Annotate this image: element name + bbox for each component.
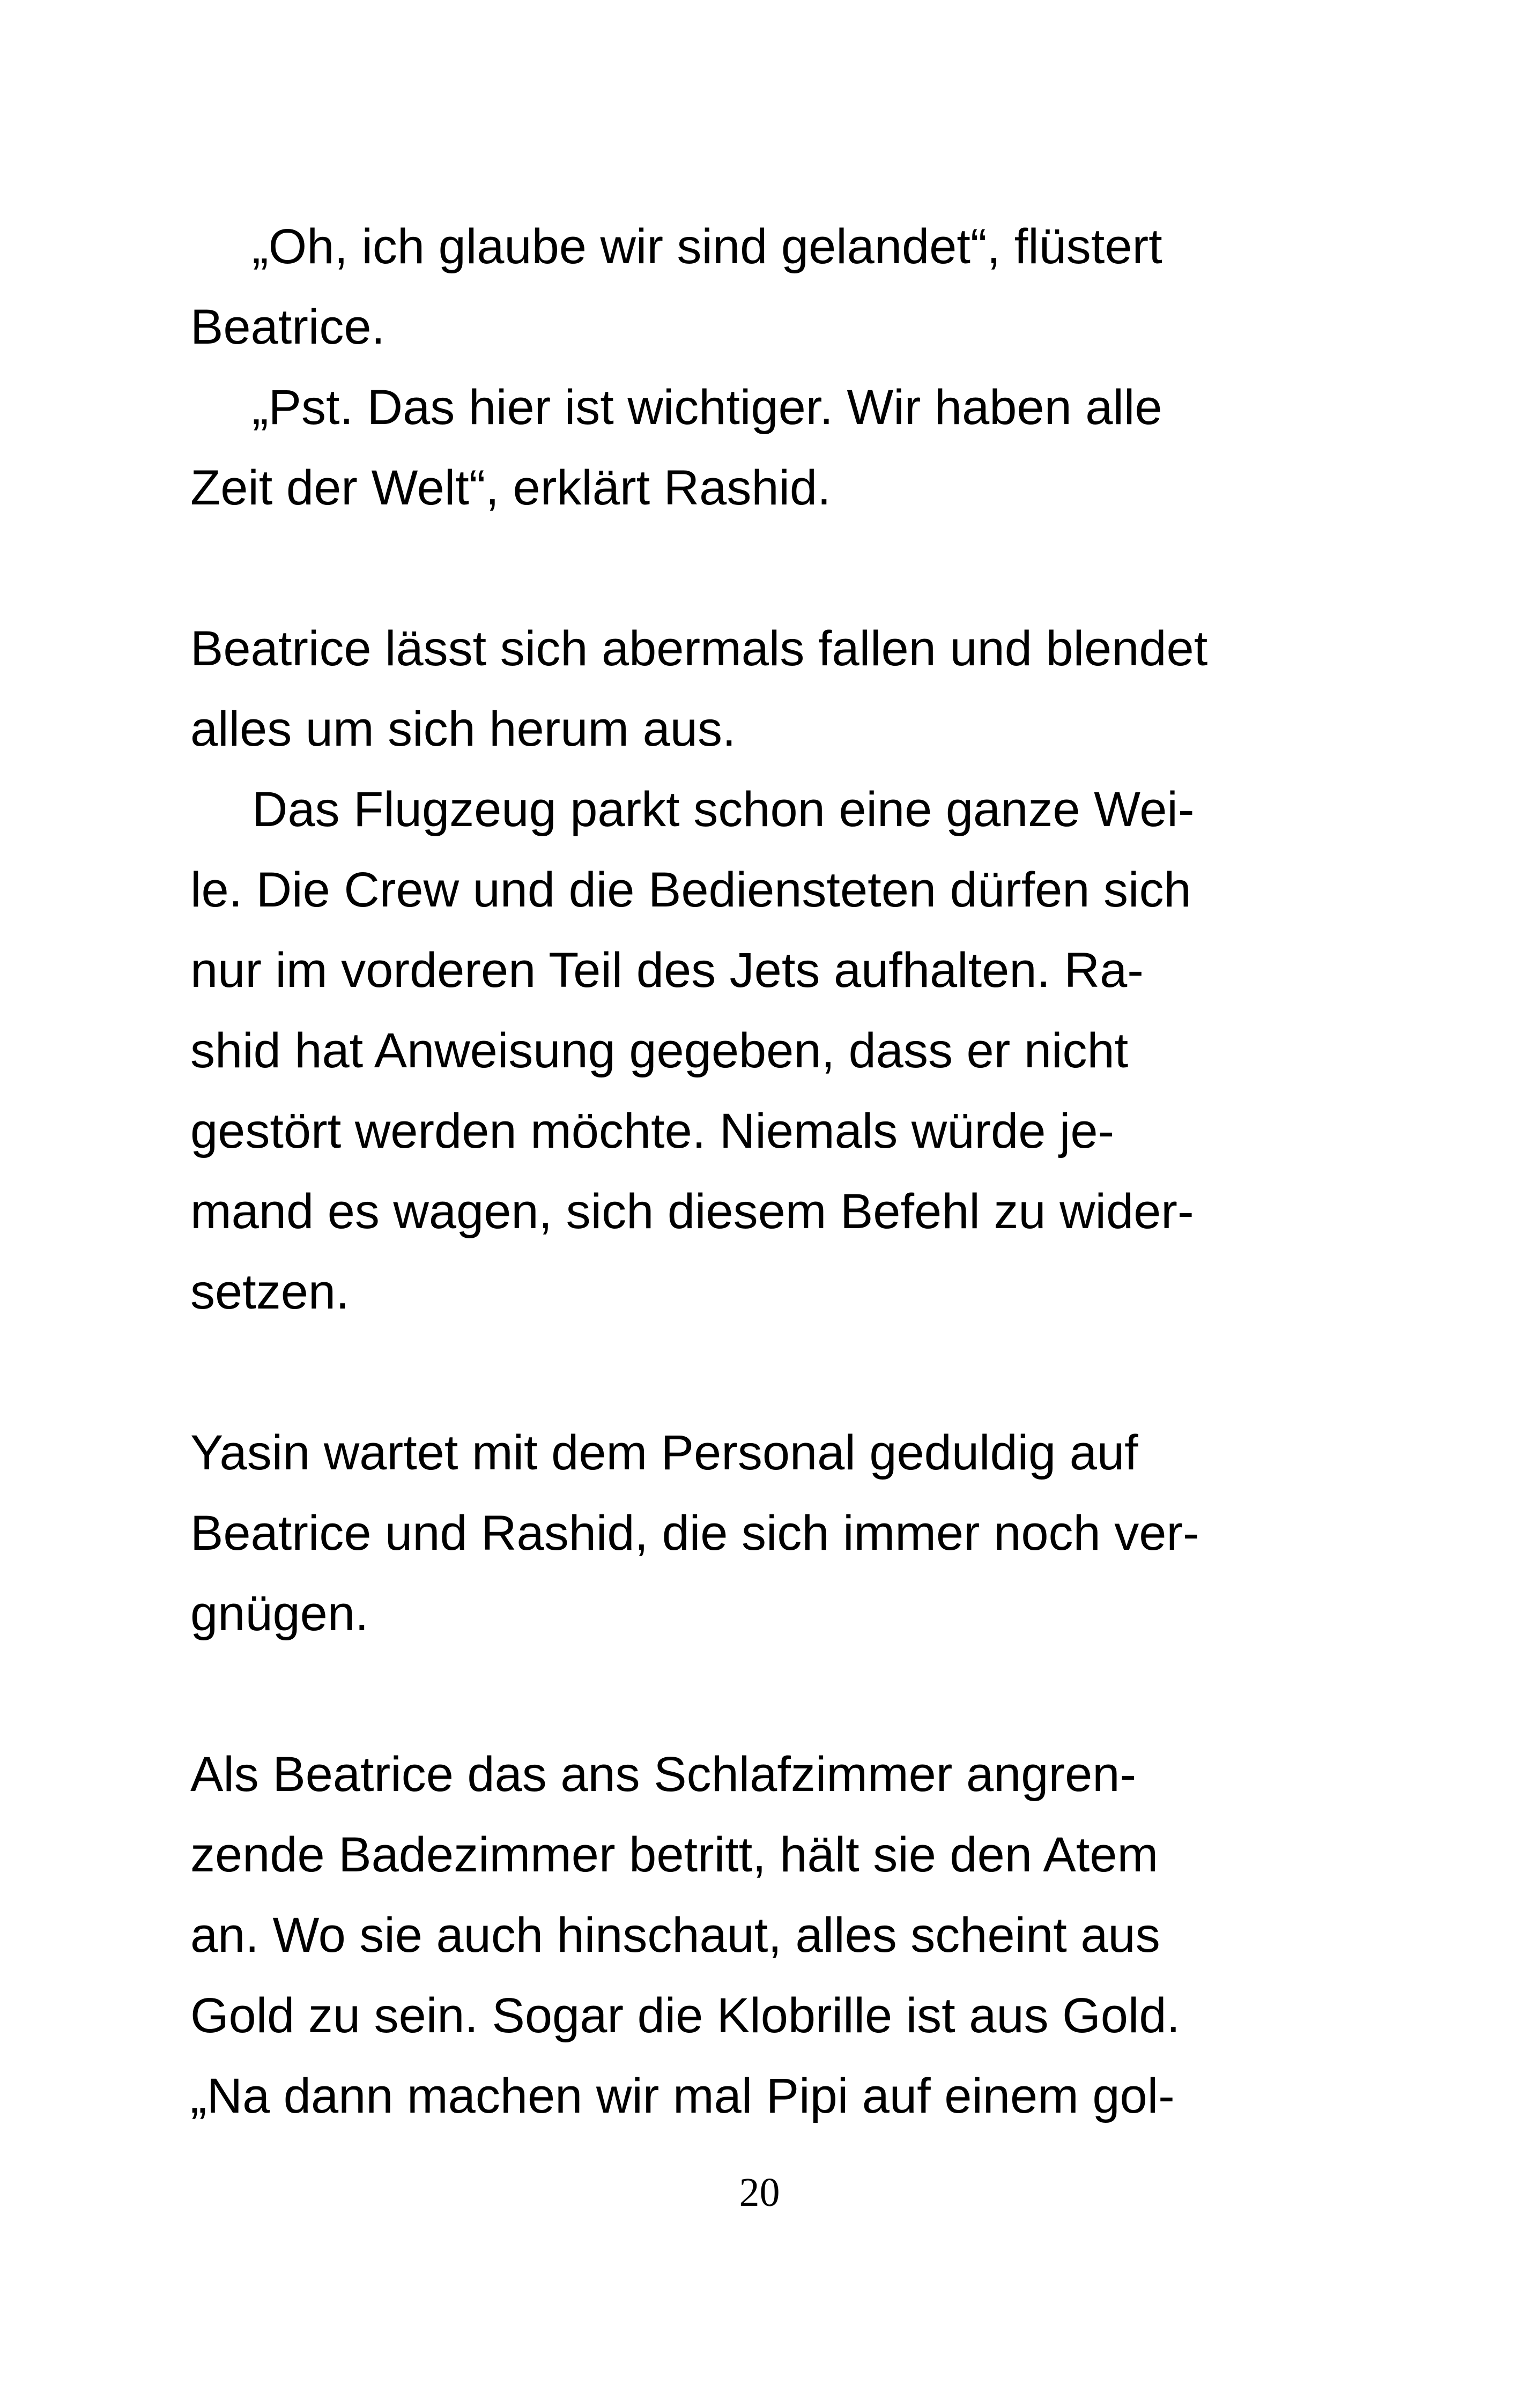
page-number: 20 (739, 2170, 780, 2215)
text-line: Zeit der Welt“, erklärt Rashid. (190, 460, 831, 515)
text-line: gestört werden möchte. Niemals würde je- (190, 1104, 1115, 1158)
text-line: „Pst. Das hier ist wichtiger. Wir haben alle (252, 380, 1162, 435)
text-line: Beatrice. (190, 300, 386, 354)
text-line: shid hat Anweisung gegeben, dass er nicht (190, 1023, 1129, 1078)
text-line: zende Badezimmer betritt, hält sie den Atem (190, 1827, 1159, 1882)
text-line: an. Wo sie auch hinschaut, alles scheint aus (190, 1908, 1160, 1963)
text-line: gnügen. (190, 1586, 369, 1641)
text-line: mand es wagen, sich diesem Befehl zu wider- (190, 1184, 1194, 1239)
text-line: Das Flugzeug parkt schon eine ganze Wei- (252, 782, 1195, 837)
text-line: alles um sich herum aus. (190, 702, 736, 756)
text-line: setzen. (190, 1265, 350, 1319)
text-line: „Na dann machen wir mal Pipi auf einem gol- (190, 2069, 1175, 2123)
text-line: Gold zu sein. Sogar die Klobrille ist aus Gold. (190, 1988, 1181, 2043)
text-line: le. Die Crew und die Bediensteten dürfen sich (190, 863, 1191, 917)
text-line: Yasin wartet mit dem Personal geduldig auf (190, 1425, 1138, 1480)
text-line: Beatrice lässt sich abermals fallen und blendet (190, 621, 1208, 676)
text-line: „Oh, ich glaube wir sind gelandet“, flüstert (252, 219, 1162, 274)
text-line: Als Beatrice das ans Schlafzimmer angren- (190, 1747, 1137, 1802)
text-line: nur im vorderen Teil des Jets aufhalten. Ra- (190, 943, 1144, 998)
text-line: Beatrice und Rashid, die sich immer noch ver- (190, 1506, 1199, 1560)
